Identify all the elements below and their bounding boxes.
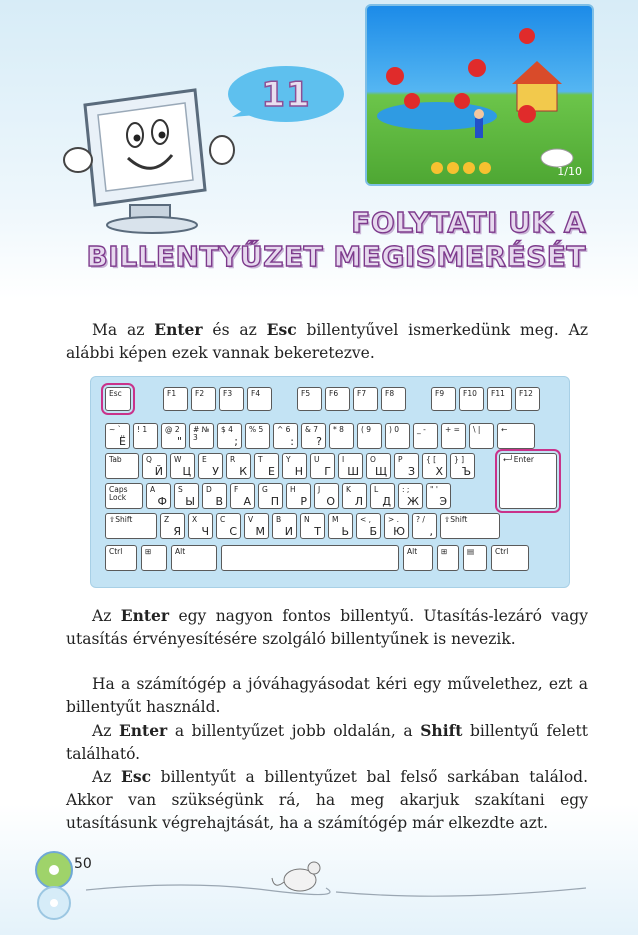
key-label: F12	[519, 389, 533, 398]
key-label: Z	[164, 515, 170, 524]
key-f6	[325, 387, 350, 411]
key-label: I	[342, 455, 345, 464]
key-label: E	[202, 455, 207, 464]
key	[286, 483, 311, 509]
key-tab	[105, 453, 139, 479]
key	[258, 483, 283, 509]
key-label: ⇧Shift	[444, 515, 468, 524]
key-label: ▤	[467, 547, 475, 556]
key	[310, 453, 335, 479]
key-label: ! 1	[137, 425, 148, 434]
key-f5	[297, 387, 322, 411]
bold-term: Enter	[120, 606, 170, 625]
key	[142, 453, 167, 479]
key-cyrillic-label: ?	[316, 435, 322, 448]
key-label: Tab	[109, 455, 122, 464]
key-label: " '	[430, 485, 438, 494]
key-f8	[381, 387, 406, 411]
key-cyrillic-label: Д	[382, 495, 391, 508]
key-cyrillic-label: А	[243, 495, 251, 508]
key-cyrillic-label: С	[229, 525, 237, 538]
key-label: F7	[357, 389, 367, 398]
key	[171, 545, 217, 571]
key-f4	[247, 387, 272, 411]
key-label: & 7	[305, 425, 319, 434]
key	[282, 453, 307, 479]
key-cyrillic-label: Ж	[407, 495, 419, 508]
key-label: # № 3	[193, 425, 210, 442]
key-label: F2	[195, 389, 205, 398]
key-label: > .	[388, 515, 400, 524]
page-number: 50	[74, 856, 92, 872]
key-f10	[459, 387, 484, 411]
key-label: O	[370, 455, 376, 464]
key-label: Esc	[109, 389, 122, 398]
key	[230, 483, 255, 509]
key	[342, 483, 367, 509]
key-cyrillic-label: О	[326, 495, 335, 508]
key-label: F4	[251, 389, 261, 398]
key	[403, 545, 433, 571]
key-label: N	[304, 515, 310, 524]
key-label: Q	[146, 455, 152, 464]
key	[198, 453, 223, 479]
key-cyrillic-label: :	[290, 435, 294, 448]
key	[174, 483, 199, 509]
footer-wave-line	[66, 876, 596, 906]
key-label: F1	[167, 389, 177, 398]
key-label: * 8	[333, 425, 344, 434]
bold-term: Shift	[420, 721, 463, 740]
bold-term: Esc	[266, 320, 297, 339]
key	[105, 545, 137, 571]
key-label: F10	[463, 389, 477, 398]
key	[338, 453, 363, 479]
key	[426, 483, 451, 509]
key-label: U	[314, 455, 320, 464]
key-label: L	[374, 485, 379, 494]
key-cyrillic-label: "	[176, 435, 182, 448]
key-cyrillic-label: В	[215, 495, 223, 508]
enter-usage-paragraph: Ha a számítógép a jóváhagyásodat kéri egy művelethez, ezt a billentyűt használd.	[66, 675, 588, 716]
key	[105, 423, 130, 449]
key-label: ⊞	[145, 547, 152, 556]
key-cyrillic-label: Ю	[393, 525, 405, 538]
key-f12	[515, 387, 540, 411]
key-cyrillic-label: Л	[354, 495, 363, 508]
key-label: ( 9	[361, 425, 372, 434]
key-cyrillic-label: Я	[173, 525, 181, 538]
key	[226, 453, 251, 479]
key	[244, 513, 269, 539]
key	[370, 483, 395, 509]
key	[202, 483, 227, 509]
key	[441, 423, 466, 449]
key-cyrillic-label: Э	[439, 495, 447, 508]
key-label: F11	[491, 389, 505, 398]
key	[398, 483, 423, 509]
key-label: \ |	[473, 425, 481, 434]
key	[217, 423, 242, 449]
key-label: : ;	[402, 485, 410, 494]
key-label: S	[178, 485, 183, 494]
key-label: < ,	[360, 515, 372, 524]
key	[422, 453, 447, 479]
key	[254, 453, 279, 479]
key	[188, 513, 213, 539]
game-page-counter: 1/10	[557, 165, 582, 178]
game-screenshot	[365, 4, 594, 186]
key-label: J	[318, 485, 321, 494]
key-label: B	[276, 515, 282, 524]
key	[301, 423, 326, 449]
key	[133, 423, 158, 449]
key	[394, 453, 419, 479]
bold-term: Enter	[154, 320, 203, 339]
key-cyrillic-label: Н	[294, 465, 303, 478]
key	[328, 513, 353, 539]
key-esc	[105, 387, 131, 411]
key	[273, 423, 298, 449]
key-label: W	[174, 455, 182, 464]
key-label: Alt	[407, 547, 418, 556]
key-label: F5	[301, 389, 311, 398]
key-label: D	[206, 485, 212, 494]
key-cyrillic-label: Ф	[157, 495, 167, 508]
key-space	[221, 545, 399, 571]
key-label: R	[230, 455, 236, 464]
key-cyrillic-label: Х	[435, 465, 443, 478]
key-cyrillic-label: П	[270, 495, 279, 508]
key-label: X	[192, 515, 198, 524]
key-label: Caps Lock	[109, 485, 128, 502]
key-label: $ 4	[221, 425, 233, 434]
key	[450, 453, 475, 479]
key	[469, 423, 494, 449]
key-cyrillic-label: Т	[314, 525, 321, 538]
key	[497, 423, 535, 449]
key	[146, 483, 171, 509]
key-f11	[487, 387, 512, 411]
key-f7	[353, 387, 378, 411]
key-label: A	[150, 485, 156, 494]
key	[463, 545, 487, 571]
key	[491, 545, 529, 571]
mouse-mascot-icon	[270, 856, 330, 896]
enter-location-paragraph: Az Enter a billentyűzet jobb oldalán, a Shift billentyű felett található.	[66, 721, 588, 763]
key-cyrillic-label: ;	[234, 435, 238, 448]
key-label: { [	[426, 455, 437, 464]
key-cyrillic-label: Ш	[347, 465, 359, 478]
key-label: ⊞	[441, 547, 448, 556]
enter-description-paragraph: Az Enter egy nagyon fontos billentyű. Utasítás-lezáró vagy utasítás érvényesítésére szolgáló billentyűnek is nevezik.	[66, 606, 588, 648]
key-cyrillic-label: К	[239, 465, 247, 478]
key-cyrillic-label: Ь	[341, 525, 349, 538]
key-label: G	[262, 485, 268, 494]
bold-term: Enter	[118, 721, 168, 740]
key-label: ) 0	[389, 425, 400, 434]
key-label: H	[290, 485, 296, 494]
key-cyrillic-label: И	[284, 525, 293, 538]
key-cyrillic-label: Ч	[201, 525, 209, 538]
key	[357, 423, 382, 449]
key	[216, 513, 241, 539]
key	[385, 423, 410, 449]
key-cyrillic-label: Р	[300, 495, 307, 508]
key-cyrillic-label: Ы	[185, 495, 195, 508]
key	[412, 513, 437, 539]
key-label: Y	[286, 455, 291, 464]
key	[245, 423, 270, 449]
intro-paragraph: Ma az Enter és az Esc billentyűvel ismerkedünk meg. Az alábbi képen ezek vannak bekeretezve.	[66, 320, 588, 362]
key-label: Alt	[175, 547, 186, 556]
key	[314, 483, 339, 509]
key	[189, 423, 214, 449]
key	[161, 423, 186, 449]
key	[437, 545, 459, 571]
key-label: F	[234, 485, 239, 494]
key-cyrillic-label: Б	[369, 525, 377, 538]
key	[413, 423, 438, 449]
keyboard-illustration	[90, 376, 570, 588]
esc-description-paragraph: Az Esc billentyűt a billentyűzet bal felső sarkában találod. Akkor van szükségünk rá, ha meg akarjuk szakítani egy utasításunk végrehajtását, ha a számítógép már elkezdte azt.	[66, 767, 588, 832]
key-f2	[191, 387, 216, 411]
key-label: V	[248, 515, 254, 524]
key	[356, 513, 381, 539]
key-label: M	[332, 515, 339, 524]
monitor-mascot-illustration	[60, 80, 240, 250]
key	[366, 453, 391, 479]
key-cyrillic-label: Ё	[119, 435, 126, 448]
key-caps-lock	[105, 483, 143, 509]
page-title-line-2: BILLENTYŰZET MEGISMERÉSÉT	[86, 240, 586, 273]
key-label: T	[258, 455, 263, 464]
key-label: F3	[223, 389, 233, 398]
key-cyrillic-label: М	[255, 525, 265, 538]
key-label: % 5	[249, 425, 264, 434]
key-label: Ctrl	[495, 547, 509, 556]
key-label: + =	[445, 425, 460, 434]
key	[300, 513, 325, 539]
key-label: ←┘Enter	[503, 455, 534, 464]
key-label: _ -	[417, 425, 426, 434]
key-shift	[105, 513, 157, 539]
key-shift	[440, 513, 500, 539]
key-cyrillic-label: Е	[268, 465, 275, 478]
key-label: P	[398, 455, 403, 464]
key-cyrillic-label: ,	[429, 525, 433, 538]
key-f3	[219, 387, 244, 411]
key	[170, 453, 195, 479]
lesson-number: 11	[261, 75, 311, 115]
key-label: K	[346, 485, 351, 494]
key-cyrillic-label: Й	[154, 465, 163, 478]
key-label: Ctrl	[109, 547, 123, 556]
key-enter	[499, 453, 557, 509]
key-cyrillic-label: Ц	[182, 465, 191, 478]
key-cyrillic-label: У	[212, 465, 219, 478]
key-label: @ 2	[165, 425, 180, 434]
bold-term: Esc	[121, 767, 152, 786]
page-title-line-1: FOLYTATI UK A	[351, 206, 586, 239]
key-label: } ]	[454, 455, 465, 464]
key	[160, 513, 185, 539]
key-cyrillic-label: Г	[324, 465, 331, 478]
key-label: ? /	[416, 515, 425, 524]
key-label: ~ `	[109, 425, 122, 434]
key-cyrillic-label: З	[407, 465, 415, 478]
key-f1	[163, 387, 188, 411]
key	[384, 513, 409, 539]
key-label: ⇧Shift	[109, 515, 133, 524]
key	[272, 513, 297, 539]
key-cyrillic-label: Щ	[374, 465, 387, 478]
key-f9	[431, 387, 456, 411]
key-label: ←	[501, 425, 508, 434]
key-label: C	[220, 515, 226, 524]
key	[141, 545, 167, 571]
key-label: F8	[385, 389, 395, 398]
key	[329, 423, 354, 449]
game-scene-icon	[367, 6, 592, 184]
key-label: F9	[435, 389, 445, 398]
key-label: F6	[329, 389, 339, 398]
key-cyrillic-label: Ъ	[461, 465, 471, 478]
key-label: ^ 6	[277, 425, 291, 434]
